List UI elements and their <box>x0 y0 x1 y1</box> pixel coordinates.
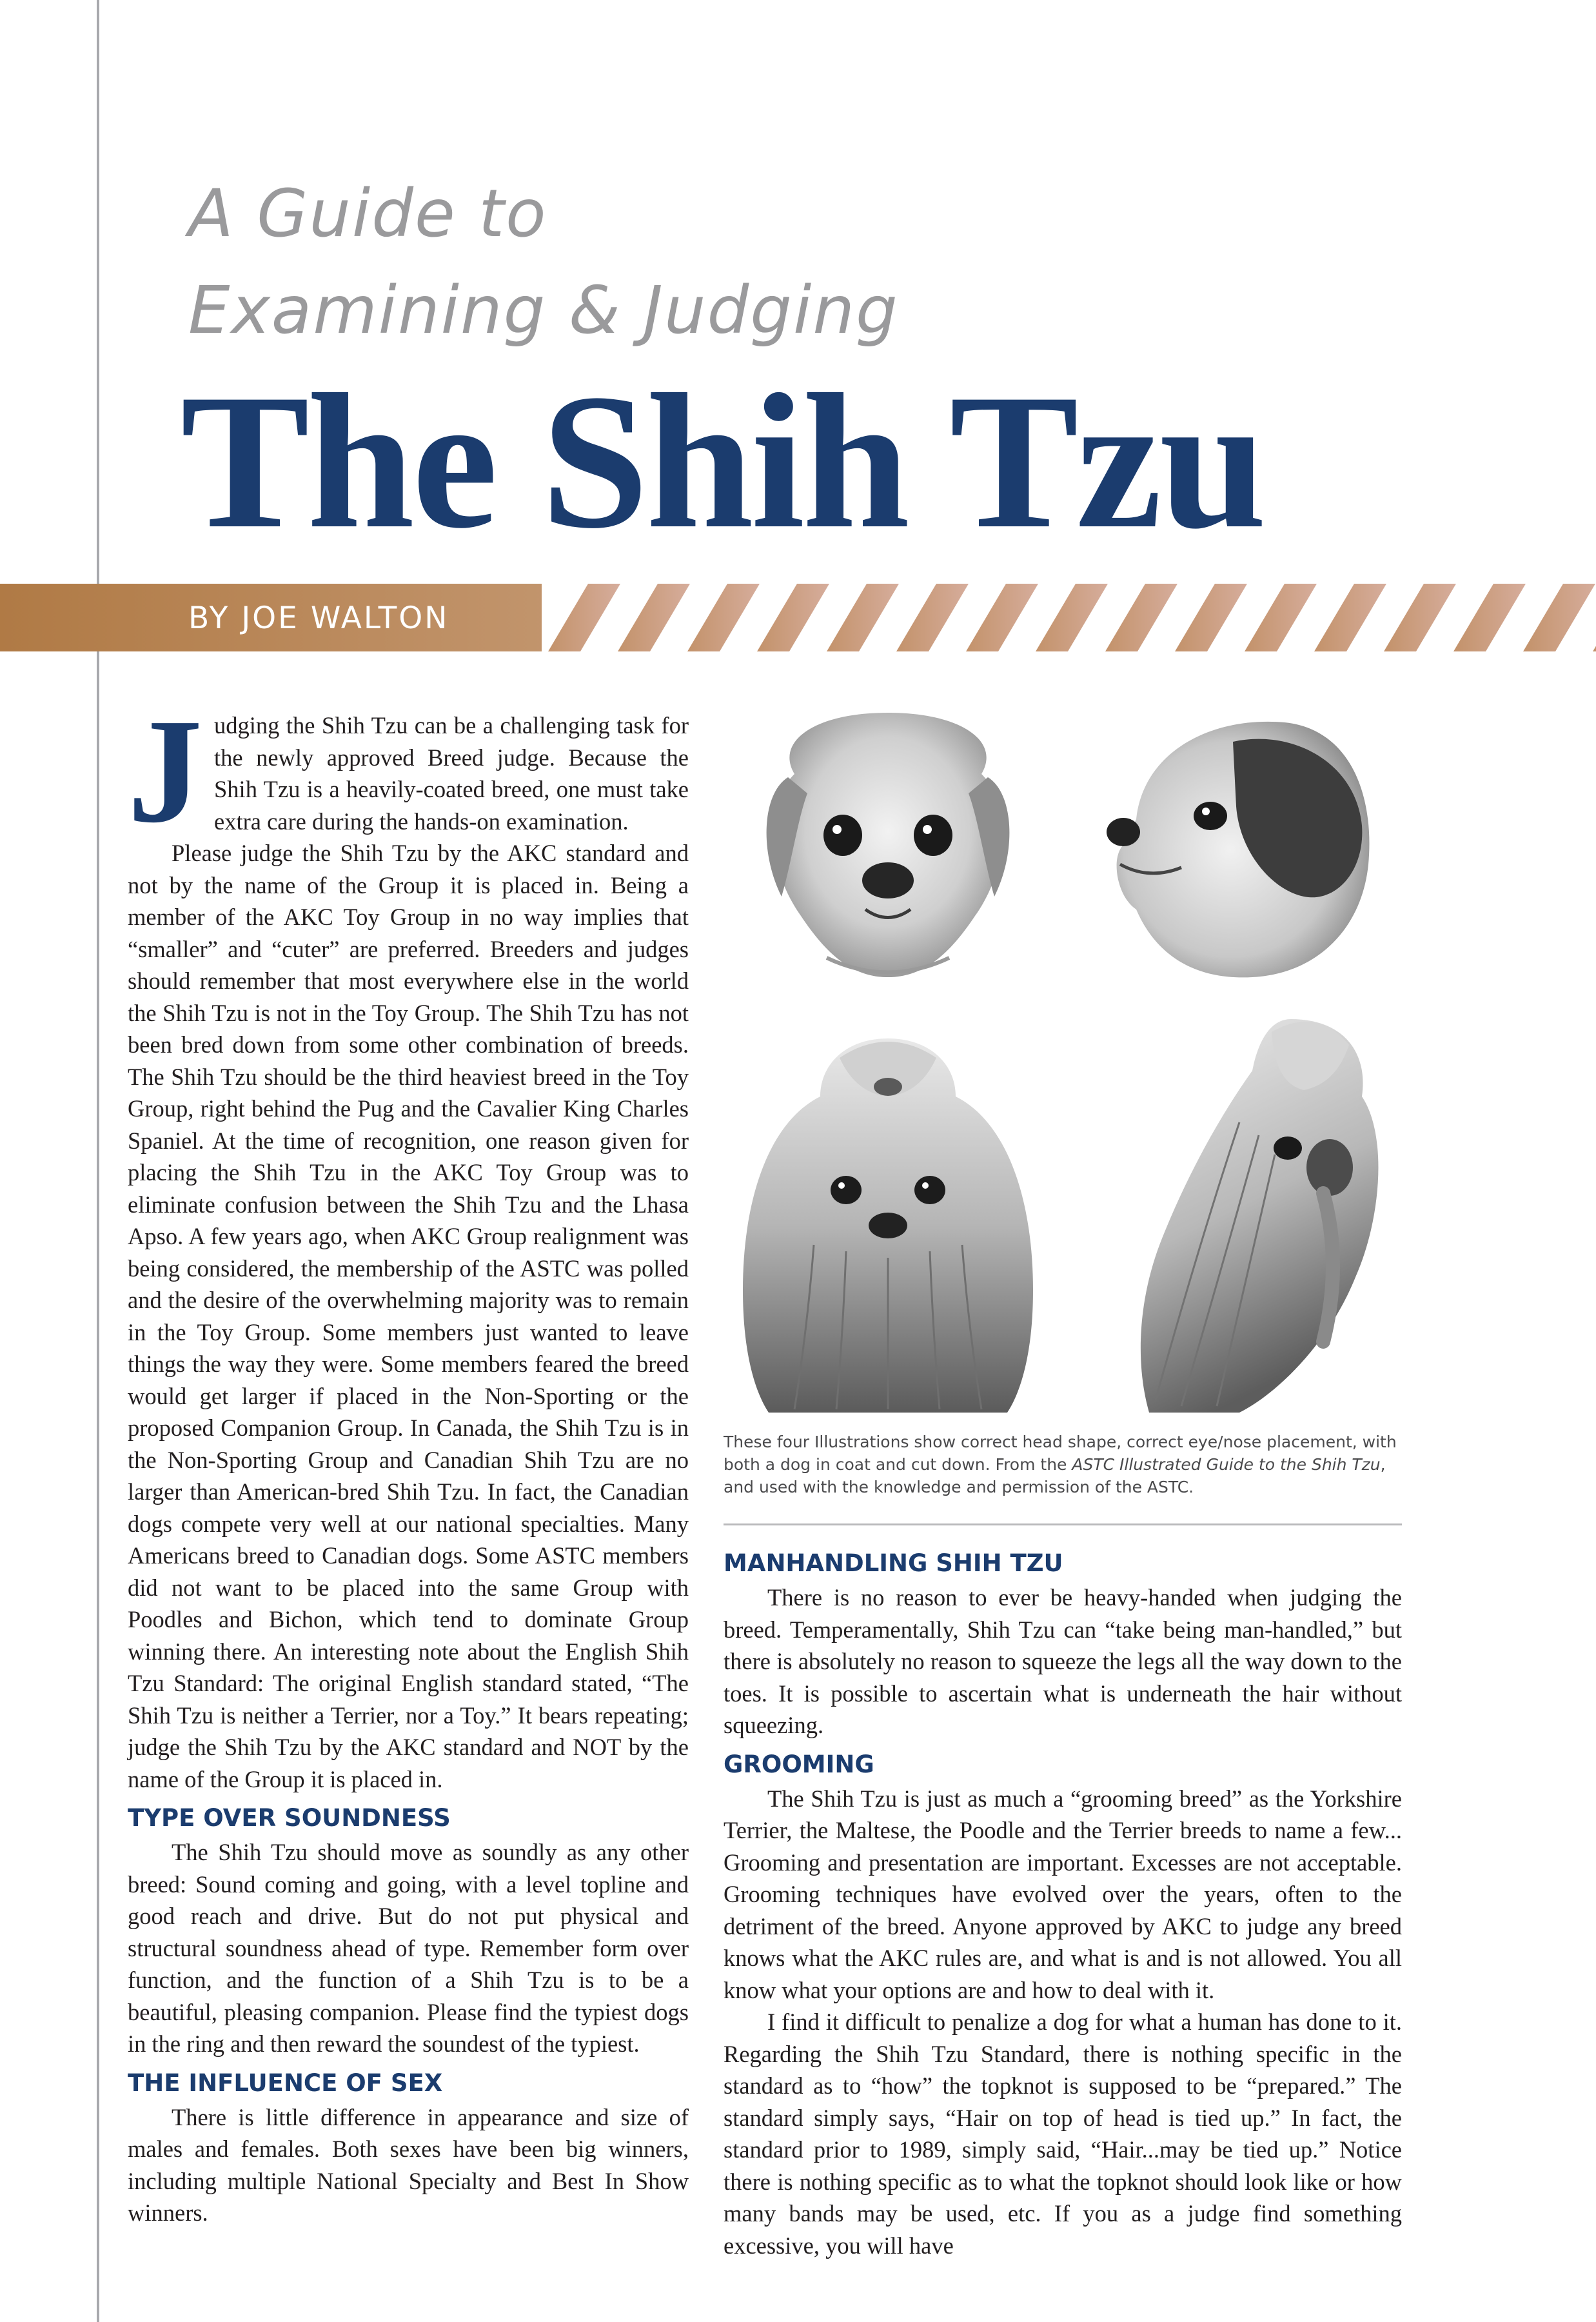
article-column-left <box>128 688 689 2229</box>
paragraph-grooming-2: I find it difficult to penalize a dog for what a human has done to it. Regarding the Shih Tzu Standard, there is nothing specific in the standard as to “how” the topknot is supposed to be “prepared.” The standard simply says, “Hair on top of head is tied up.” In fact, the standard prior to 1989, simply said, “Hair...may be tied up.” Notice there is nothing specific as to what the topknot should look like or how many bands may be used, etc. If you as a judge find something excessive, you will have <box>724 2009 1402 2259</box>
banner-stripe <box>1384 584 1456 651</box>
byline-banner <box>0 584 1596 651</box>
heading-manhandling: MANHANDLING SHIH TZU <box>724 1549 1063 1577</box>
banner-stripe <box>548 584 620 651</box>
paragraph-type-over-soundness: The Shih Tzu should move as soundly as any other breed: Sound coming and going, with a level topline and good reach and drive. But do not put physical and structural soundness ahead of type. Remember form over function, and the function of a Shih Tzu is to be a beautiful, pleasing companion. Please find the typiest dogs in the ring and then reward the soundest of the typiest. <box>128 1839 689 2057</box>
paragraph-grooming-1: The Shih Tzu is just as much a “grooming breed” as the Yorkshire Terrier, the Maltese, the Poodle and the Terrier breeds to name a few... Grooming and presentation are important. Excesses are not acceptable. Grooming techniques have evolved over the years, often to the detriment of the breed. Anyone approved by AKC to judge any breed knows what the AKC rules are, and what is and is not allowed. You all know what your options are and how to deal with it. <box>724 1785 1402 2003</box>
banner-stripe <box>687 584 760 651</box>
left-margin-rule <box>97 0 99 2322</box>
dog-head-coated-front-icon <box>736 1032 1039 1419</box>
banner-stripe <box>1175 584 1247 651</box>
caption-text: These four Illustrations show correct head shape, correct eye/nose placement, with both a dog in coat and cut down. From the <box>724 1433 1397 1474</box>
banner-stripe <box>1453 584 1526 651</box>
illustrations-panel <box>724 703 1402 1419</box>
article-title: The Shih Tzu <box>181 354 1265 568</box>
heading-line-1: A Guide to <box>188 175 547 252</box>
caption-divider <box>724 1523 1402 1525</box>
banner-stripe <box>1593 584 1596 651</box>
banner-stripe <box>827 584 899 651</box>
intro-text: udging the Shih Tzu can be a challenging task for the newly approved Breed judge. Because the Shih Tzu is a heavily-coated breed, one must take extra care during the hands-on examination. <box>214 712 689 835</box>
intro-paragraph <box>128 688 689 854</box>
heading-line-2: Examining & Judging <box>188 272 899 349</box>
heading-influence-of-sex: THE INFLUENCE OF SEX <box>128 2069 443 2097</box>
banner-stripe <box>966 584 1038 651</box>
diagonal-stripes-decoration <box>477 584 1596 651</box>
paragraph-manhandling: There is no reason to ever be heavy-handed when judging the breed. Temperamentally, Shih Tzu can “take being man-handled,” but there is absolutely no reason to squeeze the legs all the way down to the toes. It is possible to ascertain what is underneath the hair without squeezing. <box>724 1584 1402 1738</box>
illustration-caption <box>724 1431 1401 1498</box>
banner-stripe <box>1314 584 1386 651</box>
caption-book-title: ASTC Illustrated Guide to the Shih Tzu <box>1072 1455 1381 1474</box>
dog-head-profile-icon <box>1098 703 1388 987</box>
caption-text-end: , and used with the knowledge and permission of the ASTC. <box>724 1455 1386 1496</box>
article-column-right <box>724 1547 1402 2261</box>
dog-head-front-icon <box>736 703 1039 987</box>
heading-grooming: GROOMING <box>724 1750 874 1778</box>
paragraph-influence-of-sex: There is little difference in appearance and size of males and females. Both sexes have been big winners, including multiple National Specialty and Best In Show winners. <box>128 2103 689 2226</box>
dog-head-coated-side-icon <box>1110 1006 1388 1419</box>
banner-stripe <box>757 584 829 651</box>
heading-type-over-soundness: TYPE OVER SOUNDNESS <box>128 1804 451 1832</box>
drop-cap: J <box>128 688 202 854</box>
byline: BY JOE WALTON <box>188 600 449 636</box>
banner-stripe <box>618 584 690 651</box>
banner-stripe <box>896 584 969 651</box>
banner-stripe <box>1523 584 1595 651</box>
banner-stripe <box>1036 584 1108 651</box>
paragraph-group-placement: Please judge the Shih Tzu by the AKC standard and not by the name of the Group it is placed in. Being a member of the AKC Toy Group in no way implies that “smaller” and “cuter” are preferred. Breeders and judges should remember that most everywhere else in the world the Shih Tzu is not in the Toy Group. The Shih Tzu has not been bred down from some other combination of breeds. The Shih Tzu should be the third heaviest breed in the Toy Group, right behind the Pug and the Cavalier King Charles Spaniel. At the time of recognition, one reason given for placing the Shih Tzu in the AKC Toy Group was to eliminate confusion between the Shih Tzu and the Lhasa Apso. A few years ago, when AKC Group realignment was being considered, the membership of the ASTC was polled and the desire of the overwhelming majority was to remain in the Toy Group. Some members just wanted to leave things the way they were. Some members feared the breed would get larger if placed in the Non-Sporting or the proposed Companion Group. In Canada, the Shih Tzu is in the Non-Sporting Group and Canadian Shih Tzu are no larger than American-bred Shih Tzu. In fact, the Canadian dogs compete very well at our national specialties. Many Americans breed to Canadian dogs. Some ASTC members did not want to be placed into the same Group with Poodles and Bichon, which tend to dominate Group winning there. An interesting note about the English Shih Tzu Standard: The original English standard stated, “The Shih Tzu is neither a Terrier, nor a Toy.” It bears repeating; judge the Shih Tzu by the AKC standard and NOT by the name of the Group it is placed in. <box>128 840 689 1792</box>
banner-stripe <box>1105 584 1177 651</box>
banner-stripe <box>1245 584 1317 651</box>
